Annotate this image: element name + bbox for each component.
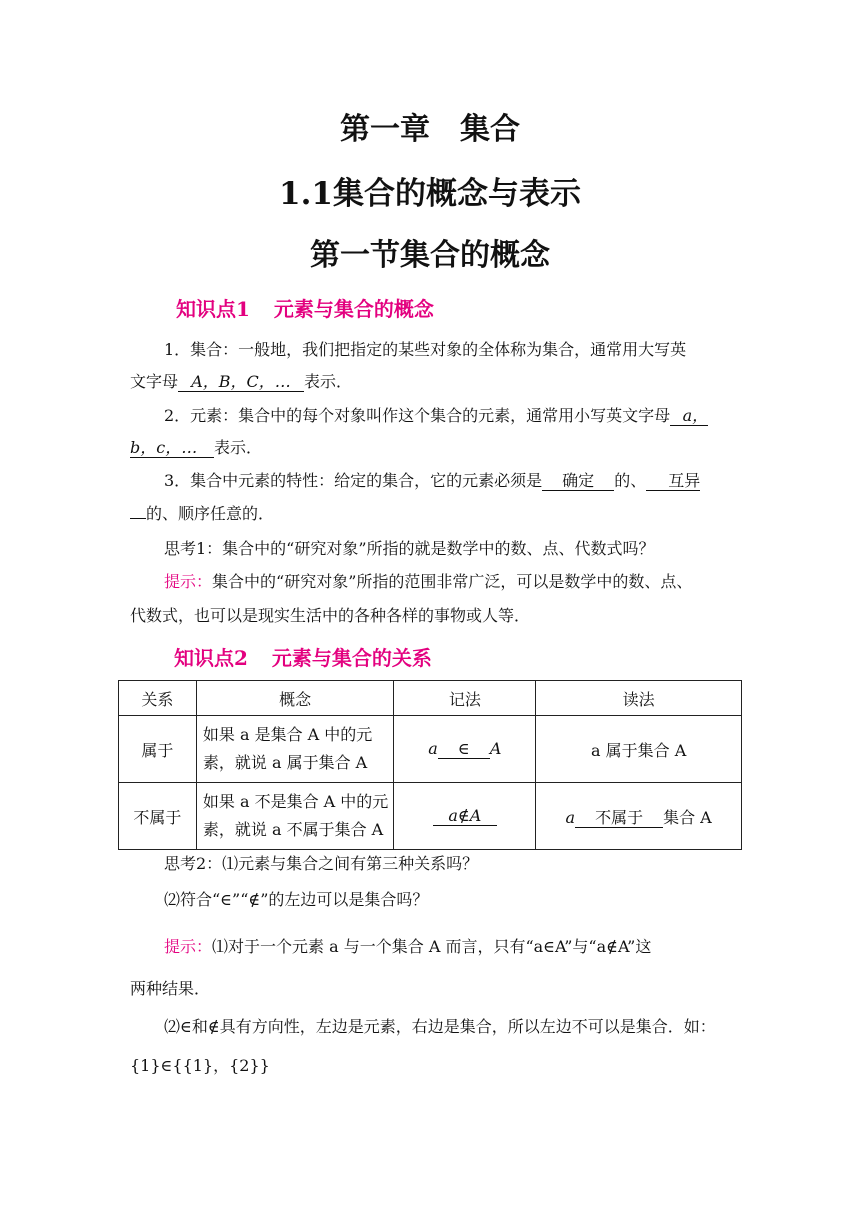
item3-blank-1: 确定 (542, 472, 614, 491)
hint-1-line-a (164, 572, 764, 592)
reading-blank: 不属于 (575, 809, 663, 828)
knowledge-point-2-title: 元素与集合的关系 (271, 646, 432, 670)
notation-cell (394, 716, 536, 783)
table-header-row (119, 681, 742, 716)
concept-cell (196, 716, 394, 783)
knowledge-point-2-label: 知识点2 (174, 646, 248, 670)
concept-line: 素，就说 a 不属于集合 A (202, 820, 384, 839)
knowledge-point-1-title: 元素与集合的概念 (273, 297, 434, 321)
hint-1-text: 集合中的“研究对象”所指的范围非常广泛，可以是数学中的数、点、 (212, 572, 693, 591)
relation-cell: 属于 (119, 716, 197, 783)
item3-suffix: 的、顺序任意的． (146, 504, 275, 523)
table-header-cell: 概念 (196, 681, 394, 716)
reading-cell: a 属于集合 A (536, 716, 742, 783)
hint-3-line-b: {1}∈{{1}，{2}} (130, 1056, 270, 1075)
knowledge-point-1-heading (176, 293, 434, 322)
relation-table (118, 680, 742, 850)
table-header-cell: 读法 (536, 681, 742, 716)
table-header-cell: 关系 (119, 681, 197, 716)
concept-line: 素，就说 a 属于集合 A (202, 753, 368, 772)
table-header-cell: 记法 (394, 681, 536, 716)
hint-2-line-b: 两种结果． (130, 979, 211, 998)
reading-suffix: 集合 A (663, 807, 712, 827)
item3-prefix: 3．集合中元素的特性：给定的集合，它的元素必须是 (164, 471, 543, 490)
notation-cell (394, 783, 536, 850)
item2-line-a (164, 406, 764, 426)
item1-prefix: 文字母 (130, 372, 179, 391)
hint-2-line-a (164, 937, 764, 957)
section-title: 1.1集合的概念与表示 (279, 176, 581, 212)
notation-prefix: a (428, 739, 438, 758)
table-row (119, 716, 742, 783)
item2-blank-a: a， (670, 407, 708, 426)
item1-blank: A，B，C，… (178, 373, 304, 392)
table-row (119, 783, 742, 850)
reading-cell (536, 783, 742, 850)
concept-line: 如果 a 是集合 A 中的元 (202, 725, 373, 744)
notation-blank: a∉A (433, 807, 497, 826)
concept-line: 如果 a 不是集合 A 中的元 (202, 792, 389, 811)
item2-suffix: 表示． (214, 438, 263, 457)
chapter-title: 第一章 集合 (340, 112, 520, 147)
item3-line-b (130, 504, 730, 524)
hint-1-label: 提示： (164, 572, 213, 591)
item2-line-b (130, 438, 730, 458)
item1-line-a: 1．集合：一般地，我们把指定的某些对象的全体称为集合，通常用大写英 (164, 340, 687, 359)
item2-blank-b: b，c，… (130, 439, 214, 458)
item3-mid: 的、 (614, 471, 647, 490)
item3-blank-2-cont (130, 518, 146, 519)
relation-cell: 不属于 (119, 783, 197, 850)
hint-2-text: ⑴对于一个元素 a 与一个集合 A 而言，只有“a∈A”与“a∉A”这 (212, 937, 652, 956)
item1-line-b (130, 372, 730, 392)
subsection-title: 第一节集合的概念 (310, 238, 550, 273)
item3-line-a (164, 471, 764, 491)
hint-2-label: 提示： (164, 937, 213, 956)
notation-blank: ∈ (438, 740, 490, 759)
think-2-line-a: 思考2：⑴元素与集合之间有第三种关系吗？ (164, 854, 479, 873)
knowledge-point-2-heading (174, 642, 432, 671)
hint-1-line-b: 代数式，也可以是现实生活中的各种各样的事物或人等． (130, 606, 531, 625)
knowledge-point-1-label: 知识点1 (176, 297, 250, 321)
item1-suffix: 表示． (304, 372, 353, 391)
item3-blank-2: 互异 (646, 472, 700, 491)
hint-3-line-a: ⑵∈和∉具有方向性，左边是元素，右边是集合，所以左边不可以是集合．如： (164, 1017, 716, 1036)
item2-prefix: 2．元素：集合中的每个对象叫作这个集合的元素，通常用小写英文字母 (164, 406, 671, 425)
concept-cell (196, 783, 394, 850)
reading-prefix: a (565, 807, 576, 827)
notation-suffix: A (489, 739, 502, 758)
think-1: 思考1：集合中的“研究对象”所指的就是数学中的数、点、代数式吗？ (164, 539, 655, 558)
think-2-line-b: ⑵符合“∈”“∉”的左边可以是集合吗？ (164, 890, 429, 909)
